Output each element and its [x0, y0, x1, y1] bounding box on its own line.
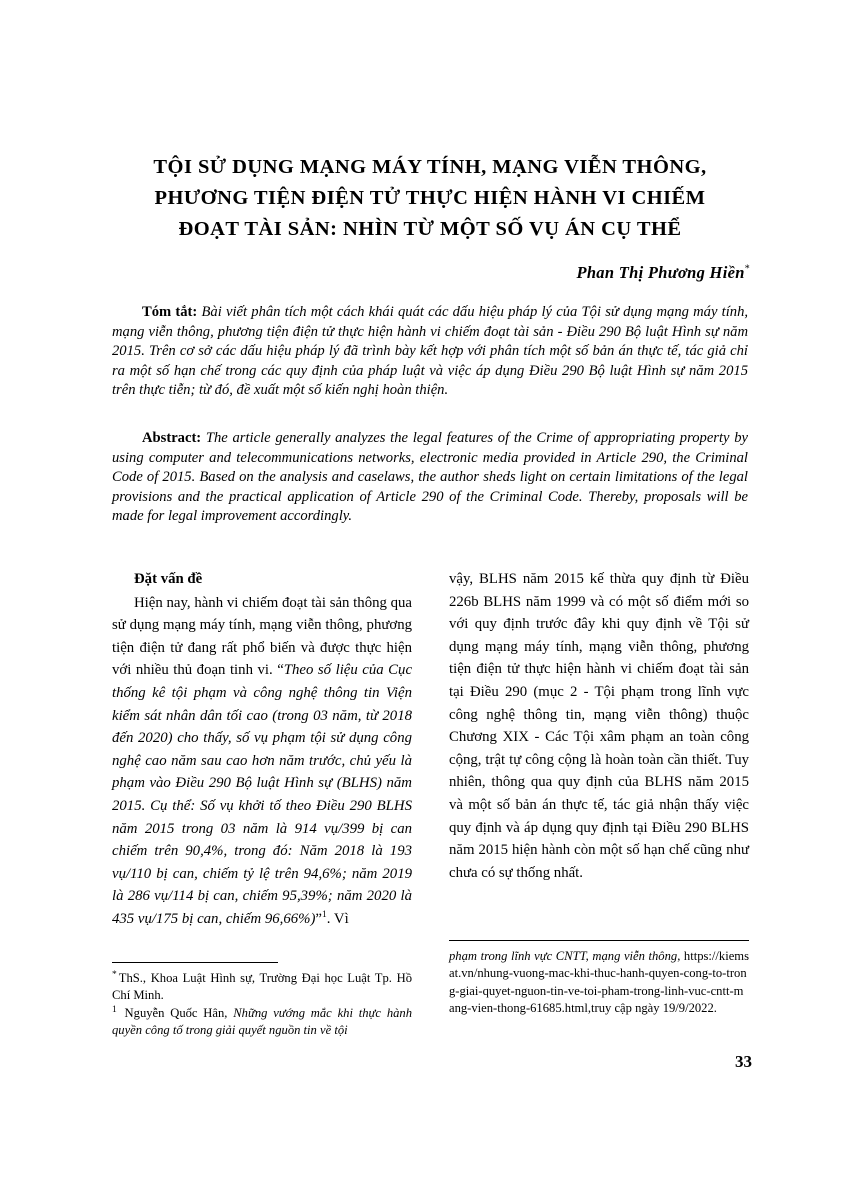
- footnote-separator-right: [449, 940, 749, 941]
- section-heading-dat-van-de: Đặt vấn đề: [134, 571, 203, 587]
- footnote-separator-left: [112, 962, 278, 963]
- footnote-1-access-date: truy cập ngày 19/9/2022.: [591, 1001, 717, 1016]
- footnote-asterisk-text: ThS., Khoa Luật Hình sự, Trường Đại học Luật Tp. Hồ Chí Minh.: [112, 971, 412, 1003]
- abstract-vietnamese-label: Tóm tắt:: [142, 304, 198, 320]
- body-paragraph-left: [112, 592, 412, 931]
- title-line-1: TỘI SỬ DỤNG MẠNG MÁY TÍNH, MẠNG VIỄN THÔNG,: [153, 156, 707, 178]
- abstract-vietnamese-text: Bài viết phân tích một cách khái quát các dấu hiệu pháp lý của Tội sử dụng mạng máy tính, mạng viễn thông, phương tiện điện tử thực hiện hành vi chiếm đoạt tài sản - Điều 290 Bộ luật Hình sự năm 2015. Trên cơ sở các dấu hiệu pháp lý đã trình bày kết hợp với phân tích một số bản án thực tế, tác giả chỉ ra một số hạn chế trong các quy định của pháp luật và việc áp dụng Điều 290 Bộ luật Hình sự năm 2015 trên thực tiễn; từ đó, đề xuất một số kiến nghị hoàn thiện.: [112, 304, 749, 399]
- page-title: [110, 152, 750, 245]
- footnote-1: [112, 1005, 412, 1040]
- footnote-1-title-continued: phạm trong lĩnh vực CNTT, mạng viễn thông: [449, 949, 678, 963]
- footnotes-left: [112, 962, 412, 1040]
- page-number: 33: [735, 1052, 752, 1071]
- body-paragraph-right: vậy, BLHS năm 2015 kế thừa quy định từ Điều 226b BLHS năm 1999 và có một số điểm mới so với quy định trước đây khi quy định về Tội sử dụng mạng máy tính, mạng viễn thông, phương tiện điện tử thực hiện hành vi chiếm đoạt tài sản tại Điều 290 (mục 2 - Tội phạm trong lĩnh vực công nghệ thông tin, mạng viễn thông) thuộc Chương XIX - Các Tội xâm phạm an toàn công cộng, trật tự công cộng là hoàn toàn cần thiết. Tuy nhiên, thông qua quy định của BLHS năm 2015 và một số bản án thực tế, tác giả nhận thấy việc quy định và áp dụng quy định tại Điều 290 BLHS năm 2015 hiện hành còn một số hạn chế cũng như chưa có sự thống nhất.: [449, 571, 749, 881]
- body-quote-close: ”: [315, 910, 322, 927]
- abstract-vietnamese: [112, 303, 748, 401]
- title-line-2: PHƯƠNG TIỆN ĐIỆN TỬ THỰC HIỆN HÀNH VI CHIẾM: [154, 187, 706, 209]
- body-text-intro: Hiện nay, hành vi chiếm đoạt tài sản thông qua sử dụng mạng máy tính, mạng viễn thông, phương tiện điện tử đang rất phổ biến và được thực hiện với nhiều thủ đoạn tinh vi. “: [112, 594, 412, 679]
- author-name: Phan Thị Phương Hiền: [576, 263, 745, 282]
- footnote-1-author: Nguyễn Quốc Hân,: [118, 1005, 234, 1020]
- footnote-1-url: , https://kiemsat.vn/nhung-vuong-mac-khi-thuc-hanh-quyen-cong-to-trong-giai-quyet-nguon-tin-ve-toi-pham-trong-linh-vuc-cntt-mang-vien-thong-61685.html,: [449, 949, 750, 1016]
- abstract-english-text: The article generally analyzes the legal features of the Crime of appropriating property by using computer and telecommunications networks, electronic media provided in Article 290, the Criminal Code of 2015. Based on the analysis and caselaws, the author sheds light on certain limitations of the legal provisions and the practical application of Article 290 of the Criminal Code. Thereby, proposals will be made for legal improvement accordingly.: [112, 430, 748, 525]
- title-line-3: ĐOẠT TÀI SẢN: NHÌN TỪ MỘT SỐ VỤ ÁN CỤ THỂ: [178, 218, 682, 240]
- footnote-asterisk: [112, 970, 412, 1005]
- author-footnote-marker: *: [744, 263, 750, 275]
- abstract-english-label: Abstract:: [142, 430, 202, 446]
- footnotes-right: [449, 940, 749, 1018]
- body-text-tail: . Vì: [326, 910, 349, 927]
- author-byline: [110, 263, 750, 283]
- column-right: [449, 568, 749, 884]
- body-text-quotation: Theo số liệu của Cục thống kê tội phạm và công nghệ thông tin Viện kiểm sát nhân dân tối cao (trong 03 năm, từ 2018 đến 2020) cho thấy, số vụ phạm tội sử dụng công nghệ cao năm sau cao hơn năm trước, chủ yếu là phạm vào Điều 290 Bộ luật Hình sự (BLHS) năm 2015. Cụ thể: Số vụ khởi tố theo Điều 290 BLHS năm 2015 trong 03 năm là 914 vụ/399 bị can chiếm trên 90,4%, trong đó: Năm 2018 là 193 vụ/110 bị can, chiếm tỷ lệ trên 94,6%; năm 2019 là 286 vụ/114 bị can, chiếm 95,39%; năm 2020 là 435 vụ/175 bị can, chiếm 96,66%): [112, 662, 413, 927]
- column-left: [112, 568, 412, 931]
- footnote-1-marker: 1: [112, 1004, 117, 1015]
- footnote-1-continuation: [449, 948, 749, 1018]
- footnote-1-title: Những vướng mắc khi thực hành quyền công tố trong giải quyết nguồn tin về tội: [112, 1005, 413, 1038]
- footnote-asterisk-marker: *: [112, 969, 117, 980]
- abstract-english: [112, 429, 748, 527]
- footnote-reference-1: 1: [322, 909, 327, 920]
